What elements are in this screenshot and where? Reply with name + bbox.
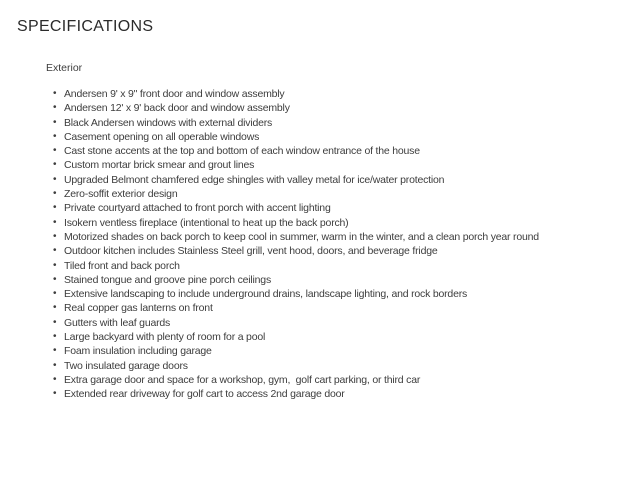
page-title: SPECIFICATIONS	[17, 18, 154, 35]
list-item: • Cast stone accents at the top and bottom of each window entrance of the house	[64, 144, 606, 158]
section-heading-exterior: Exterior	[46, 62, 83, 74]
list-item: • Large backyard with plenty of room for a pool	[64, 330, 606, 344]
list-item: • Extra garage door and space for a workshop, gym, golf cart parking, or third car	[64, 373, 606, 387]
list-item: • Foam insulation including garage	[64, 344, 606, 358]
list-item: • Tiled front and back porch	[64, 259, 606, 273]
list-item: • Gutters with leaf guards	[64, 316, 606, 330]
list-item: • Andersen 9' x 9" front door and window assembly	[64, 87, 606, 101]
list-item: • Private courtyard attached to front porch with accent lighting	[64, 201, 606, 215]
list-item: • Two insulated garage doors	[64, 359, 606, 373]
list-item: • Upgraded Belmont chamfered edge shingles with valley metal for ice/water protection	[64, 173, 606, 187]
list-item: • Isokern ventless fireplace (intentional to heat up the back porch)	[64, 216, 606, 230]
list-item: • Andersen 12' x 9' back door and window assembly	[64, 101, 606, 115]
list-item: • Black Andersen windows with external dividers	[64, 116, 606, 130]
list-item: • Custom mortar brick smear and grout lines	[64, 158, 606, 172]
list-item: • Motorized shades on back porch to keep cool in summer, warm in the winter, and a clean porch year round	[64, 230, 606, 244]
list-item: • Extensive landscaping to include underground drains, landscape lighting, and rock borders	[64, 287, 606, 301]
list-item: • Stained tongue and groove pine porch ceilings	[64, 273, 606, 287]
list-item: • Extended rear driveway for golf cart to access 2nd garage door	[64, 387, 606, 401]
list-item: • Real copper gas lanterns on front	[64, 301, 606, 315]
list-item: • Casement opening on all operable windows	[64, 130, 606, 144]
list-item: • Zero-soffit exterior design	[64, 187, 606, 201]
exterior-spec-list	[17, 87, 606, 402]
list-item: • Outdoor kitchen includes Stainless Steel grill, vent hood, doors, and beverage fridge	[64, 244, 606, 258]
